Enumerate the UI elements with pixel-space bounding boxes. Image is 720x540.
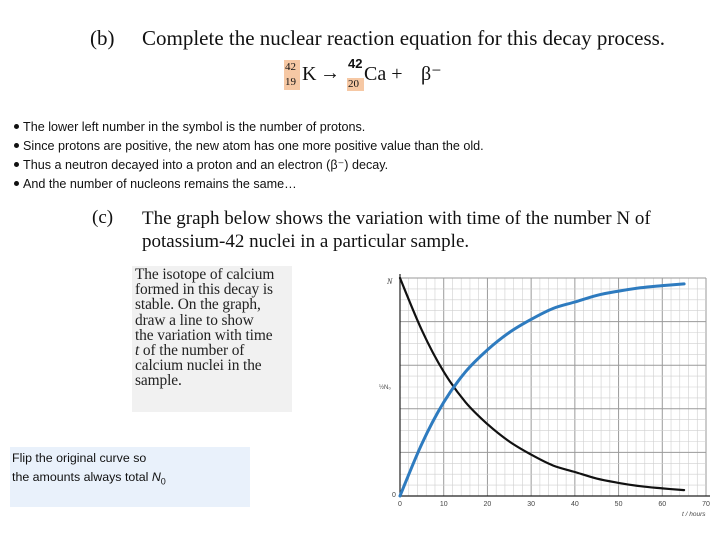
calcium-curve <box>400 284 684 496</box>
flip-curve-hint: Flip the original curve so the amounts always total $N_0$ <box>10 447 250 507</box>
bullet-icon <box>14 143 19 148</box>
x-tick-label: 40 <box>570 501 579 508</box>
x-tick-label: 50 <box>614 501 623 508</box>
potassium-curve <box>400 278 684 490</box>
x-tick-label: 20 <box>483 501 492 508</box>
calcium-atomic-number: 20 <box>348 78 359 90</box>
bullet-icon <box>14 162 19 167</box>
decay-graph <box>372 266 718 520</box>
instruction-note: The isotope of calcium formed in this decay is stable. On the graph, draw a line to show the variation with time t of the number of calcium nuclei in the sample. <box>132 266 292 412</box>
bullet-icon <box>14 124 19 129</box>
potassium-symbol: K <box>302 63 317 85</box>
list-item: And the number of nucleons remains the same… <box>14 175 484 194</box>
list-item: Since protons are positive, the new atom has one more positive value than the old. <box>14 137 484 156</box>
part-c-line-1: The graph below shows the variation with time of the number N of <box>142 208 651 229</box>
potassium-mass-number: 42 <box>285 61 296 73</box>
part-b-label: (b) <box>90 26 115 50</box>
half-n0-label: ½N₀ <box>379 385 391 391</box>
calcium-symbol: Ca + <box>364 63 403 85</box>
x-tick-label: 10 <box>439 501 448 508</box>
calcium-mass-number: 42 <box>348 56 363 71</box>
x-tick-label: 0 <box>398 501 402 508</box>
x-tick-label: 30 <box>527 501 536 508</box>
x-tick-label: 70 <box>702 501 710 508</box>
origin-label: 0 <box>392 492 396 499</box>
x-tick-label: 60 <box>658 501 667 508</box>
beta-minus: β⁻ <box>421 63 442 85</box>
potassium-atomic-number: 19 <box>285 76 296 88</box>
decay-equation <box>284 58 464 92</box>
bullet-icon <box>14 181 19 186</box>
part-c-question <box>142 207 651 253</box>
graph-grid <box>400 278 706 496</box>
list-item: Thus a neutron decayed into a proton and an electron (β⁻) decay. <box>14 156 484 175</box>
reaction-arrow: → <box>320 62 340 84</box>
x-axis-label: t / hours <box>682 511 706 518</box>
part-c-line-2: potassium-42 nuclei in a particular sample. <box>142 231 470 252</box>
part-c-label: (c) <box>92 207 114 228</box>
list-item: The lower left number in the symbol is the number of protons. <box>14 118 484 137</box>
y-axis-label: N <box>387 277 393 286</box>
part-b-question: Complete the nuclear reaction equation for this decay process. <box>142 26 666 50</box>
explanation-list <box>14 118 484 194</box>
